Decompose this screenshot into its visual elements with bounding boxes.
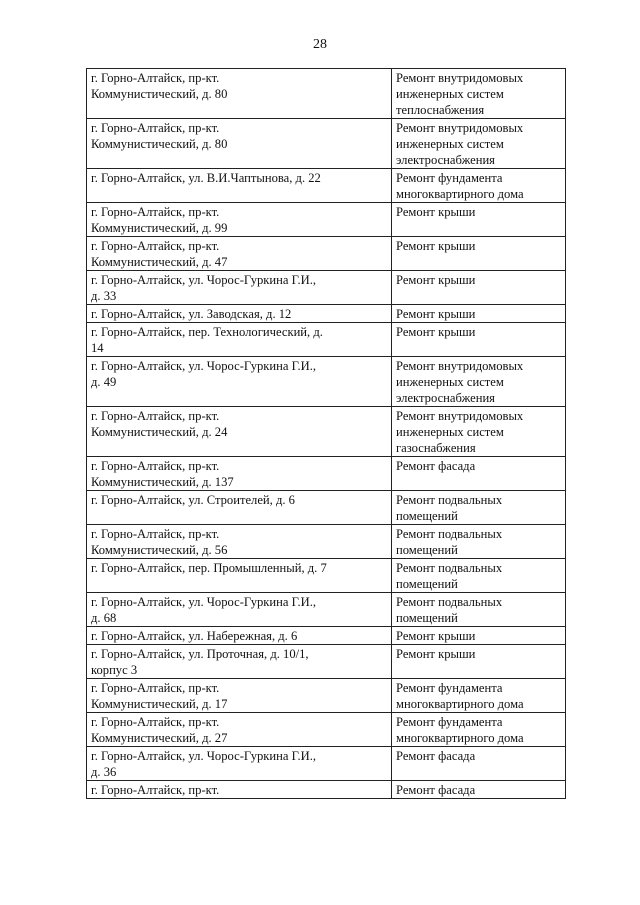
table-row xyxy=(87,491,566,525)
table-row xyxy=(87,119,566,169)
table-row xyxy=(87,679,566,713)
table-row xyxy=(87,747,566,781)
table-row xyxy=(87,357,566,407)
work-type-cell: Ремонт крыши xyxy=(392,237,566,271)
work-type-cell: Ремонт внутридомовых инженерных систем газоснабжения xyxy=(392,407,566,457)
work-type-cell: Ремонт фасада xyxy=(392,457,566,491)
work-type-cell: Ремонт фундамента многоквартирного дома xyxy=(392,713,566,747)
work-type-cell: Ремонт подвальных помещений xyxy=(392,491,566,525)
work-type-cell: Ремонт внутридомовых инженерных систем электроснабжения xyxy=(392,119,566,169)
work-type-cell: Ремонт внутридомовых инженерных систем теплоснабжения xyxy=(392,69,566,119)
address-cell: г. Горно-Алтайск, ул. В.И.Чаптынова, д. 22 xyxy=(87,169,392,203)
address-cell: г. Горно-Алтайск, ул. Чорос-Гуркина Г.И., д. 36 xyxy=(87,747,392,781)
page-number: 28 xyxy=(313,37,327,52)
work-type-cell: Ремонт крыши xyxy=(392,305,566,323)
table-row xyxy=(87,645,566,679)
address-cell: г. Горно-Алтайск, ул. Чорос-Гуркина Г.И., д. 33 xyxy=(87,271,392,305)
table-row xyxy=(87,593,566,627)
address-cell: г. Горно-Алтайск, пр-кт. Коммунистический, д. 137 xyxy=(87,457,392,491)
address-cell: г. Горно-Алтайск, ул. Чорос-Гуркина Г.И., д. 68 xyxy=(87,593,392,627)
address-cell: г. Горно-Алтайск, пр-кт. Коммунистический, д. 27 xyxy=(87,713,392,747)
table-row xyxy=(87,69,566,119)
work-type-cell: Ремонт крыши xyxy=(392,203,566,237)
address-cell: г. Горно-Алтайск, пер. Технологический, д. 14 xyxy=(87,323,392,357)
address-cell: г. Горно-Алтайск, ул. Строителей, д. 6 xyxy=(87,491,392,525)
address-cell: г. Горно-Алтайск, пр-кт. Коммунистический, д. 56 xyxy=(87,525,392,559)
work-type-cell: Ремонт подвальных помещений xyxy=(392,593,566,627)
address-cell: г. Горно-Алтайск, пр-кт. Коммунистический, д. 24 xyxy=(87,407,392,457)
table-row xyxy=(87,713,566,747)
repair-table-body xyxy=(87,69,566,799)
table-row xyxy=(87,305,566,323)
table-row xyxy=(87,407,566,457)
table-row xyxy=(87,271,566,305)
work-type-cell: Ремонт крыши xyxy=(392,627,566,645)
address-cell: г. Горно-Алтайск, пр-кт. Коммунистический, д. 99 xyxy=(87,203,392,237)
address-cell: г. Горно-Алтайск, пер. Промышленный, д. 7 xyxy=(87,559,392,593)
work-type-cell: Ремонт фундамента многоквартирного дома xyxy=(392,169,566,203)
work-type-cell: Ремонт внутридомовых инженерных систем электроснабжения xyxy=(392,357,566,407)
table-row xyxy=(87,237,566,271)
address-cell: г. Горно-Алтайск, пр-кт. Коммунистический, д. 17 xyxy=(87,679,392,713)
address-cell: г. Горно-Алтайск, ул. Набережная, д. 6 xyxy=(87,627,392,645)
table-row xyxy=(87,559,566,593)
work-type-cell: Ремонт фасада xyxy=(392,747,566,781)
work-type-cell: Ремонт фасада xyxy=(392,781,566,799)
address-cell: г. Горно-Алтайск, ул. Проточная, д. 10/1, корпус 3 xyxy=(87,645,392,679)
address-cell: г. Горно-Алтайск, ул. Чорос-Гуркина Г.И., д. 49 xyxy=(87,357,392,407)
table-row xyxy=(87,781,566,799)
work-type-cell: Ремонт подвальных помещений xyxy=(392,525,566,559)
table-row xyxy=(87,627,566,645)
address-cell: г. Горно-Алтайск, ул. Заводская, д. 12 xyxy=(87,305,392,323)
work-type-cell: Ремонт крыши xyxy=(392,271,566,305)
address-cell: г. Горно-Алтайск, пр-кт. Коммунистический, д. 47 xyxy=(87,237,392,271)
table-row xyxy=(87,525,566,559)
address-cell: г. Горно-Алтайск, пр-кт. Коммунистический, д. 80 xyxy=(87,119,392,169)
repair-table xyxy=(86,68,566,799)
table-row xyxy=(87,323,566,357)
work-type-cell: Ремонт крыши xyxy=(392,645,566,679)
table-row xyxy=(87,169,566,203)
work-type-cell: Ремонт фундамента многоквартирного дома xyxy=(392,679,566,713)
work-type-cell: Ремонт подвальных помещений xyxy=(392,559,566,593)
table-row xyxy=(87,457,566,491)
address-cell: г. Горно-Алтайск, пр-кт. Коммунистический, д. 80 xyxy=(87,69,392,119)
table-row xyxy=(87,203,566,237)
address-cell: г. Горно-Алтайск, пр-кт. xyxy=(87,781,392,799)
work-type-cell: Ремонт крыши xyxy=(392,323,566,357)
